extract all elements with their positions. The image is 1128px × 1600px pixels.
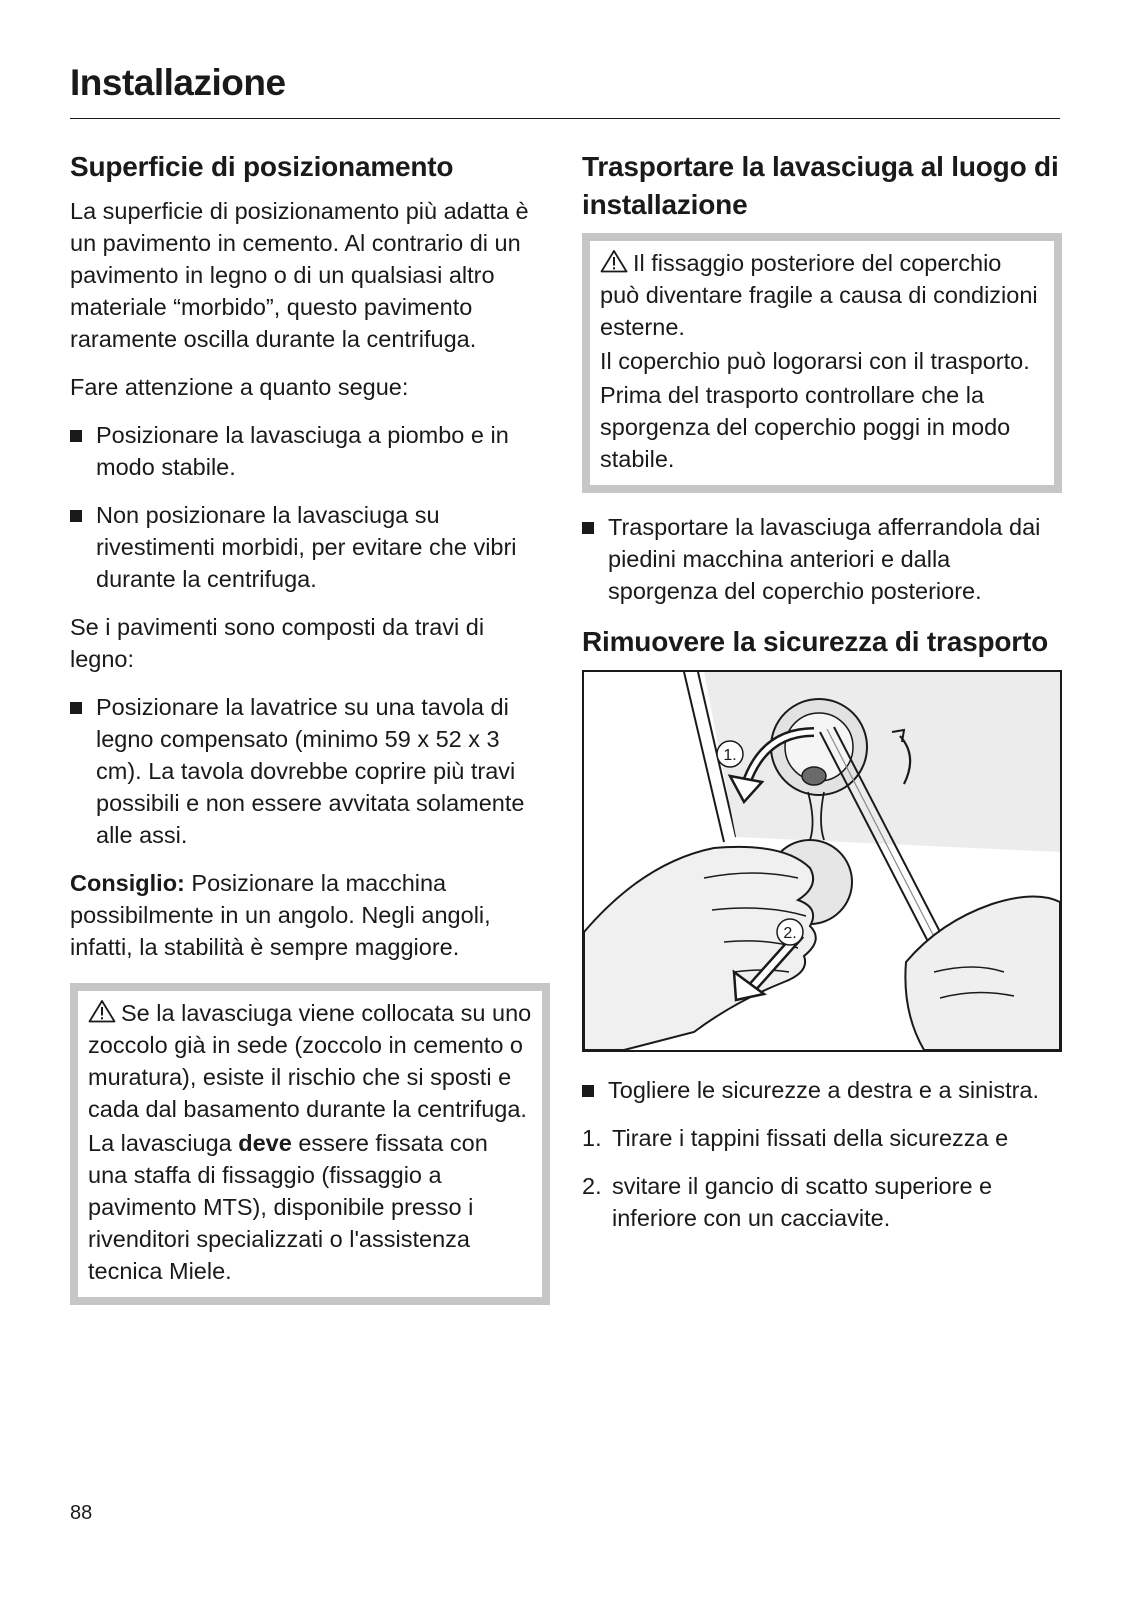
transport-bullets [582,511,1062,607]
step-text: svitare il gancio di scatto superiore e inferiore con un cacciavite. [612,1173,993,1231]
beams-bullets [70,691,550,851]
attention-text: Fare attenzione a quanto segue: [70,374,409,400]
page-title: Installazione [70,62,286,103]
beams-intro: Se i pavimenti sono composti da travi di legno: [70,614,485,672]
bullet-square-icon [582,522,594,534]
step-text: Tirare i tappini fissati della sicurezza e [612,1125,1009,1151]
list-item: Posizionare la lavatrice su una tavola di legno compensato (minimo 59 x 52 x 3 cm). La tavola dovrebbe coprire più travi possibili e non essere avvitata solamente alle assi. [70,691,550,851]
remove-bullets [582,1074,1062,1106]
list-item [582,1170,1062,1234]
warning-box-lid [582,233,1062,493]
left-column [70,148,550,1323]
warning-text: La lavasciuga deve essere fissata con una staffa di fissaggio (fissaggio a pavimento MTS), disponibile presso i rivenditori specializzati o l'assistenza tecnica Miele. [88,1130,488,1284]
warning-text: Se la lavasciuga viene collocata su uno zoccolo già in sede (zoccolo in cemento o muratura), esiste il rischio che si sposti e cada dal basamento durante la centrifuga. [88,1000,532,1122]
bullet-square-icon [70,430,82,442]
list-item: Posizionare la lavasciuga a piombo e in modo stabile. [70,419,550,483]
surface-intro: La superficie di posizionamento più adatta è un pavimento in cemento. Al contrario di un pavimento in legno o di un qualsiasi altro materiale “morbido”, questo pavimento raramente oscilla durante la centrifuga. [70,198,529,352]
step-marker-label: 2. [783,925,797,942]
warning-triangle-icon [600,249,628,273]
list-item [582,1122,1062,1154]
bullet-square-icon [70,702,82,714]
list-item: Togliere le sicurezze a destra e a sinistra. [582,1074,1062,1106]
warning-text: Il fissaggio posteriore del coperchio può diventare fragile a causa di condizioni esterne. [600,250,1038,340]
bullet-square-icon [70,510,82,522]
tip-paragraph [70,867,550,963]
page-number: 88 [70,1502,93,1524]
warning-text: Il coperchio può logorarsi con il trasporto. [600,348,1030,374]
section-heading-remove-lock: Rimuovere la sicurezza di trasporto [582,626,1049,657]
warning-text: Prima del trasporto controllare che la sporgenza del coperchio poggi in modo stabile. [600,382,1011,472]
list-item: Non posizionare la lavasciuga su rivestimenti morbidi, per evitare che vibri durante la centrifuga. [70,499,550,595]
transit-bolt-illustration [582,670,1062,1052]
section-heading-surface: Superficie di posizionamento [70,151,454,182]
tip-text: Posizionare la macchina possibilmente in un angolo. Negli angoli, infatti, la stabilità è sempre maggiore. [70,870,491,960]
step-marker-label: 1. [723,747,737,764]
bullet-square-icon [582,1085,594,1097]
step-number: 2. [582,1173,602,1199]
section-heading-transport: Trasportare la lavasciuga al luogo di installazione [582,151,1059,220]
warning-box-plinth [70,983,550,1305]
surface-bullets [70,419,550,595]
step-number: 1. [582,1125,602,1151]
list-item: Trasportare la lavasciuga afferrandola dai piedini macchina anteriori e dalla sporgenza del coperchio posteriore. [582,511,1062,607]
illustration-svg [584,672,1060,1050]
tip-label: Consiglio: [70,870,185,896]
right-column [582,148,1062,1250]
title-divider [70,118,1060,119]
removal-steps [582,1122,1062,1234]
warning-triangle-icon [88,999,116,1023]
